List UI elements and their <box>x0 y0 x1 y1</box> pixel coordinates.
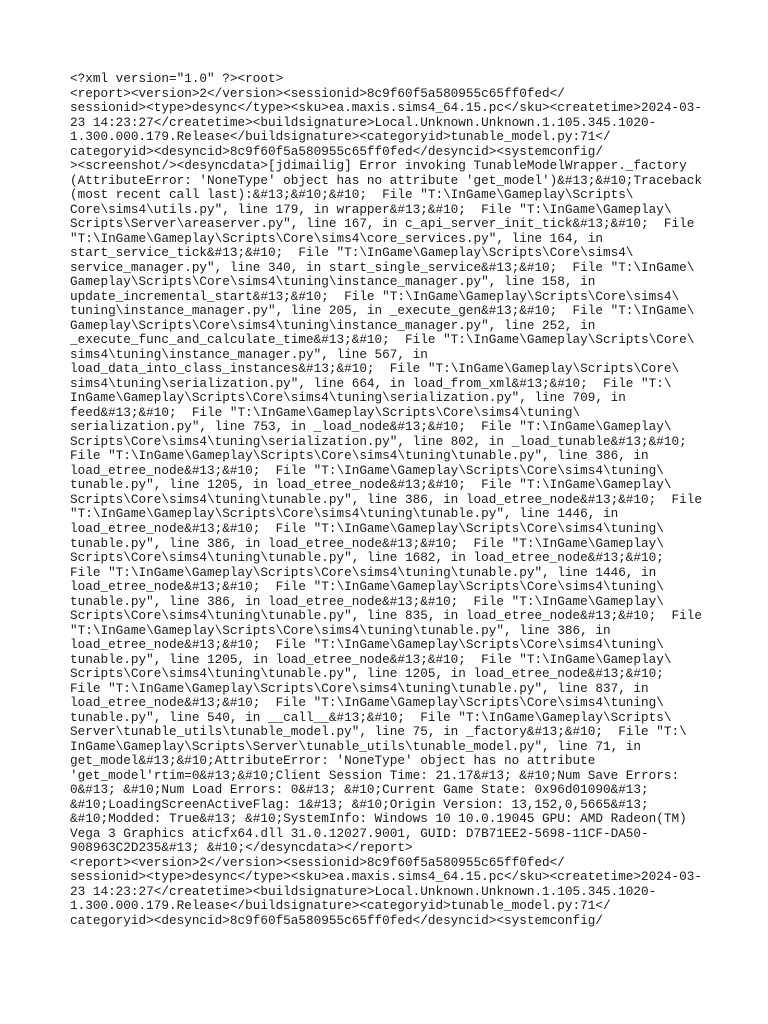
text-line: Scripts\Core\sims4\tuning\tunable.py", line 835, in load_etree_node&#13;&#10; File <box>70 608 702 624</box>
text-line: Gameplay\Scripts\Core\sims4\tuning\instance_manager.py", line 252, in <box>70 317 596 333</box>
text-line: tunable.py", line 386, in load_etree_node&#13;&#10; File "T:\InGame\Gameplay\ <box>70 535 664 551</box>
text-line: File "T:\InGame\Gameplay\Scripts\Core\sims4\tuning\tunable.py", line 1446, in <box>70 564 657 580</box>
text-line: File "T:\InGame\Gameplay\Scripts\Core\sims4\tuning\tunable.py", line 386, in <box>70 448 649 464</box>
text-line: service_manager.py", line 340, in start_single_service&#13;&#10; File "T:\InGame\ <box>70 259 695 275</box>
text-line: feed&#13;&#10; File "T:\InGame\Gameplay\Scripts\Core\sims4\tuning\ <box>70 404 581 420</box>
text-line: Server\tunable_utils\tunable_model.py", line 75, in _factory&#13;&#10; File "T:\ <box>70 724 687 740</box>
text-line: Scripts\Core\sims4\tuning\serialization.py", line 802, in _load_tunable&#13;&#10; <box>70 433 687 449</box>
text-line: File "T:\InGame\Gameplay\Scripts\Core\sims4\tuning\tunable.py", line 837, in <box>70 680 649 696</box>
text-line: categoryid><desyncid>8c9f60f5a580955c65ff0fed</desyncid><systemconfig/ <box>70 143 603 159</box>
text-line: load_data_into_class_instances&#13;&#10; File "T:\InGame\Gameplay\Scripts\Core\ <box>70 361 680 377</box>
text-line: Scripts\Core\sims4\tuning\tunable.py", line 1682, in load_etree_node&#13;&#10; <box>70 550 664 566</box>
text-line: "T:\InGame\Gameplay\Scripts\Core\sims4\core_services.py", line 164, in <box>70 230 603 246</box>
text-line: tunable.py", line 540, in __call__&#13;&#10; File "T:\InGame\Gameplay\Scripts\ <box>70 709 672 725</box>
text-line: tuning\instance_manager.py", line 205, in _execute_gen&#13;&#10; File "T:\InGame\ <box>70 303 695 319</box>
text-line: "T:\InGame\Gameplay\Scripts\Core\sims4\tuning\tunable.py", line 386, in <box>70 622 611 638</box>
text-line: ><screenshot/><desyncdata>[jdimailig] Error invoking TunableModelWrapper._factory <box>70 158 687 174</box>
text-line: 23 14:23:27</createtime><buildsignature>Local.Unknown.Unknown.1.105.345.1020- <box>70 114 657 130</box>
text-line: (most recent call last):&#13;&#10;&#10; File "T:\InGame\Gameplay\Scripts\ <box>70 187 634 203</box>
text-line: 23 14:23:27</createtime><buildsignature>Local.Unknown.Unknown.1.105.345.1020- <box>70 883 657 899</box>
text-line: InGame\Gameplay\Scripts\Core\sims4\tuning\serialization.py", line 709, in <box>70 390 626 406</box>
text-line: load_etree_node&#13;&#10; File "T:\InGame\Gameplay\Scripts\Core\sims4\tuning\ <box>70 520 664 536</box>
text-line: &#10;Modded: True&#13; &#10;SystemInfo: Windows 10 10.0.19045 GPU: AMD Radeon(TM) <box>70 811 687 827</box>
text-line: Scripts\Core\sims4\tuning\tunable.py", line 386, in load_etree_node&#13;&#10; File <box>70 491 702 507</box>
text-line: update_incremental_start&#13;&#10; File "T:\InGame\Gameplay\Scripts\Core\sims4\ <box>70 288 680 304</box>
text-line: sims4\tuning\serialization.py", line 664, in load_from_xml&#13;&#10; File "T:\ <box>70 375 672 391</box>
text-line: load_etree_node&#13;&#10; File "T:\InGame\Gameplay\Scripts\Core\sims4\tuning\ <box>70 695 664 711</box>
text-line: InGame\Gameplay\Scripts\Server\tunable_utils\tunable_model.py", line 71, in <box>70 738 642 754</box>
text-line: tunable.py", line 1205, in load_etree_node&#13;&#10; File "T:\InGame\Gameplay\ <box>70 651 672 667</box>
text-line: load_etree_node&#13;&#10; File "T:\InGame\Gameplay\Scripts\Core\sims4\tuning\ <box>70 579 664 595</box>
text-line: <report><version>2</version><sessionid>8c9f60f5a580955c65ff0fed</ <box>70 85 565 101</box>
text-line: _execute_func_and_calculate_time&#13;&#10; File "T:\InGame\Gameplay\Scripts\Core\ <box>70 332 695 348</box>
text-line: Core\sims4\utils.py", line 179, in wrapper&#13;&#10; File "T:\InGame\Gameplay\ <box>70 201 672 217</box>
document-page <box>70 72 710 928</box>
text-line: Gameplay\Scripts\Core\sims4\tuning\instance_manager.py", line 158, in <box>70 274 596 290</box>
text-line: Scripts\Server\areaserver.py", line 167, in c_api_server_init_tick&#13;&#10; File <box>70 216 695 232</box>
text-line: (AttributeError: 'NoneType' object has no attribute 'get_model')&#13;&#10;Traceback <box>70 172 702 188</box>
text-line: "T:\InGame\Gameplay\Scripts\Core\sims4\tuning\tunable.py", line 1446, in <box>70 506 619 522</box>
text-line: 1.300.000.179.Release</buildsignature><categoryid>tunable_model.py:71</ <box>70 129 611 145</box>
text-line: 0&#13; &#10;Num Load Errors: 0&#13; &#10;Current Game State: 0x96d01090&#13; <box>70 782 649 798</box>
text-line: serialization.py", line 753, in _load_node&#13;&#10; File "T:\InGame\Gameplay\ <box>70 419 672 435</box>
text-line: sessionid><type>desync</type><sku>ea.maxis.sims4_64.15.pc</sku><createtime>2024-03- <box>70 100 702 116</box>
text-line: categoryid><desyncid>8c9f60f5a580955c65ff0fed</desyncid><systemconfig/ <box>70 912 603 928</box>
text-line: load_etree_node&#13;&#10; File "T:\InGame\Gameplay\Scripts\Core\sims4\tuning\ <box>70 462 664 478</box>
text-line: Vega 3 Graphics aticfx64.dll 31.0.12027.9001, GUID: D7B71EE2-5698-11CF-DA50- <box>70 825 649 841</box>
text-line: get_model&#13;&#10;AttributeError: 'NoneType' object has no attribute <box>70 753 596 769</box>
text-line: Scripts\Core\sims4\tuning\tunable.py", line 1205, in load_etree_node&#13;&#10; <box>70 666 664 682</box>
text-line: load_etree_node&#13;&#10; File "T:\InGame\Gameplay\Scripts\Core\sims4\tuning\ <box>70 637 664 653</box>
text-line: 908963C2D235&#13; &#10;</desyncdata></report> <box>70 840 413 856</box>
text-line: &#10;LoadingScreenActiveFlag: 1&#13; &#10;Origin Version: 13,152,0,5665&#13; <box>70 796 649 812</box>
text-line: <?xml version="1.0" ?><root> <box>70 71 284 86</box>
text-line: tunable.py", line 386, in load_etree_node&#13;&#10; File "T:\InGame\Gameplay\ <box>70 593 664 609</box>
text-line: sessionid><type>desync</type><sku>ea.maxis.sims4_64.15.pc</sku><createtime>2024-03- <box>70 869 702 885</box>
text-line: 'get_model'rtim=0&#13;&#10;Client Session Time: 21.17&#13; &#10;Num Save Errors: <box>70 767 680 783</box>
text-line: start_service_tick&#13;&#10; File "T:\InGame\Gameplay\Scripts\Core\sims4\ <box>70 245 634 261</box>
text-line: <report><version>2</version><sessionid>8c9f60f5a580955c65ff0fed</ <box>70 854 565 870</box>
text-line: sims4\tuning\instance_manager.py", line 567, in <box>70 346 428 362</box>
text-line: 1.300.000.179.Release</buildsignature><categoryid>tunable_model.py:71</ <box>70 898 611 914</box>
text-line: tunable.py", line 1205, in load_etree_node&#13;&#10; File "T:\InGame\Gameplay\ <box>70 477 672 493</box>
